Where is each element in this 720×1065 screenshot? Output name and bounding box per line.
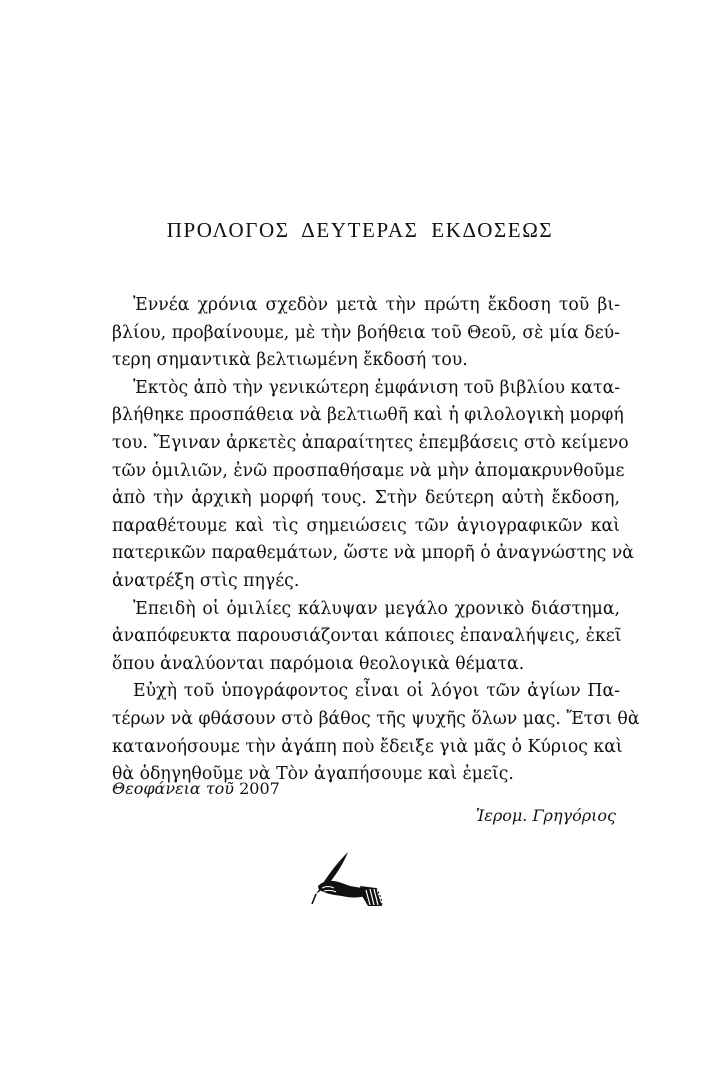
text-line: τῶν ὁμιλιῶν, ἐνῶ προσπαθήσαμε νὰ μὴν ἀπομακρυνθοῦμε [112,460,625,481]
text-line: ἀναπόφευκτα παρουσιάζονται κάποιες ἐπαναλήψεις, ἐκεῖ [112,626,622,647]
text-line: ὅπου ἀναλύονται παρόμοια θεολογικὰ θέματα. [112,653,525,674]
preface-body [112,292,640,789]
text-line: κατανοήσουμε τὴν ἀγάπη ποὺ ἔδειξε γιὰ μᾶς ὁ Κύριος καὶ [112,736,623,757]
text-line: βλήθηκε προσπάθεια νὰ βελτιωθῆ καὶ ἡ φιλολογικὴ μορφή [112,405,624,426]
text-line: ἀπὸ τὴν ἀρχικὴ μορφή τους. Στὴν δεύτερη αὐτὴ ἔκδοση, [112,488,620,509]
text-line: παραθέτουμε καὶ τὶς σημειώσεις τῶν ἁγιογραφικῶν καὶ [112,515,620,536]
text-line: θὰ ὁδηγηθοῦμε νὰ Τὸν ἀγαπήσουμε καὶ ἐμεῖς. [112,764,514,785]
dateline [112,779,280,798]
text-line: Ἐννέα χρόνια σχεδὸν μετὰ τὴν πρώτη ἔκδοση τοῦ βι- [133,295,620,315]
text-line: πατερικῶν παραθεμάτων, ὥστε νὰ μπορῆ ὁ ἀναγνώστης νὰ [112,543,634,564]
text-line: τερη σημαντικὰ βελτιωμένη ἔκδοσή του. [112,350,468,371]
text-line: ἀνατρέξη στὶς πηγές. [112,570,300,591]
text-line: Ἐπειδὴ οἱ ὁμιλίες κάλυψαν μεγάλο χρονικὸ διάστημα, [133,598,620,619]
text-line: τέρων νὰ φθάσουν στὸ βάθος τῆς ψυχῆς ὅλων μας. Ἔτσι θὰ [112,708,640,729]
text-line: βλίου, προβαίνουμε, μὲ τὴν βοήθεια τοῦ Θεοῦ, σὲ μία δεύ- [112,322,620,343]
dateline-text: Θεοφάνεια τοῦ [112,779,240,798]
text-line: Ἐκτὸς ἀπὸ τὴν γενικώτερη ἐμφάνιση τοῦ βιβλίου κατα- [133,377,621,398]
author-signature: Ἱερομ. Γρηγόριος [476,806,616,825]
page-title: ΠΡΟΛΟΓΟΣ ΔΕΥΤΕΡΑΣ ΕΚΔΟΣΕΩΣ [166,218,554,242]
text-line: Εὐχὴ τοῦ ὑπογράφοντος εἶναι οἱ λόγοι τῶν ἁγίων Πα- [133,681,620,702]
dateline-year: 2007 [239,779,280,798]
hand-holding-quill-icon [310,848,392,908]
text-line: του. Ἔγιναν ἀρκετὲς ἀπαραίτητες ἐπεμβάσεις στὸ κείμενο [112,432,629,453]
